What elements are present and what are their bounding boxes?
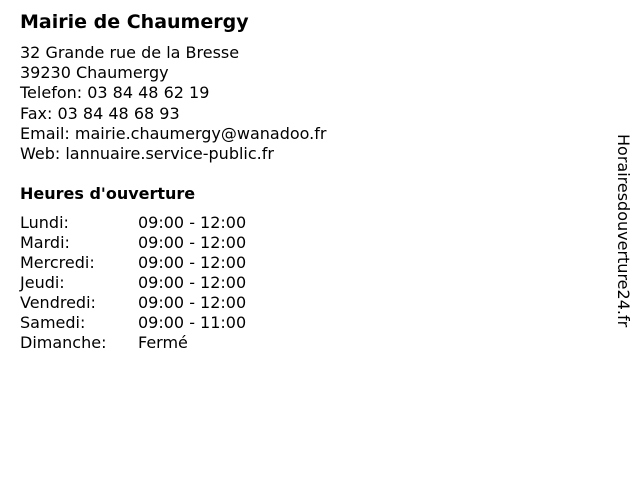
phone-number: Telefon: 03 84 48 62 19 bbox=[20, 83, 210, 103]
day-label: Lundi: bbox=[20, 213, 69, 232]
time-value: 09:00 - 12:00 bbox=[138, 233, 247, 252]
hours-row bbox=[20, 333, 320, 353]
hours-row bbox=[20, 233, 320, 253]
time-value: 09:00 - 12:00 bbox=[138, 213, 247, 232]
day-label: Dimanche: bbox=[20, 333, 107, 352]
time-value: 09:00 - 12:00 bbox=[138, 273, 247, 292]
time-value: 09:00 - 11:00 bbox=[138, 313, 247, 332]
opening-hours-table bbox=[20, 213, 320, 353]
hours-row bbox=[20, 253, 320, 273]
email-address: Email: mairie.chaumergy@wanadoo.fr bbox=[20, 123, 327, 143]
day-label: Mardi: bbox=[20, 233, 70, 252]
fax-number: Fax: 03 84 48 68 93 bbox=[20, 103, 180, 123]
hours-row bbox=[20, 273, 320, 293]
day-label: Samedi: bbox=[20, 313, 86, 332]
hours-row bbox=[20, 213, 320, 233]
hours-row bbox=[20, 313, 320, 333]
street-address: 32 Grande rue de la Bresse bbox=[20, 43, 240, 62]
hours-row bbox=[20, 293, 320, 313]
time-value: 09:00 - 12:00 bbox=[138, 293, 247, 312]
page-title: Mairie de Chaumergy bbox=[20, 11, 249, 33]
time-value: 09:00 - 12:00 bbox=[138, 253, 247, 272]
time-value: Fermé bbox=[138, 333, 188, 352]
day-label: Mercredi: bbox=[20, 253, 95, 272]
day-label: Jeudi: bbox=[20, 273, 65, 292]
hours-heading: Heures d'ouverture bbox=[20, 184, 196, 203]
side-brand-watermark: Horairesdouverture24.fr bbox=[614, 134, 633, 328]
postal-city: 39230 Chaumergy bbox=[20, 63, 169, 83]
website: Web: lannuaire.service-public.fr bbox=[20, 143, 274, 163]
day-label: Vendredi: bbox=[20, 293, 96, 312]
address-block bbox=[20, 43, 326, 164]
